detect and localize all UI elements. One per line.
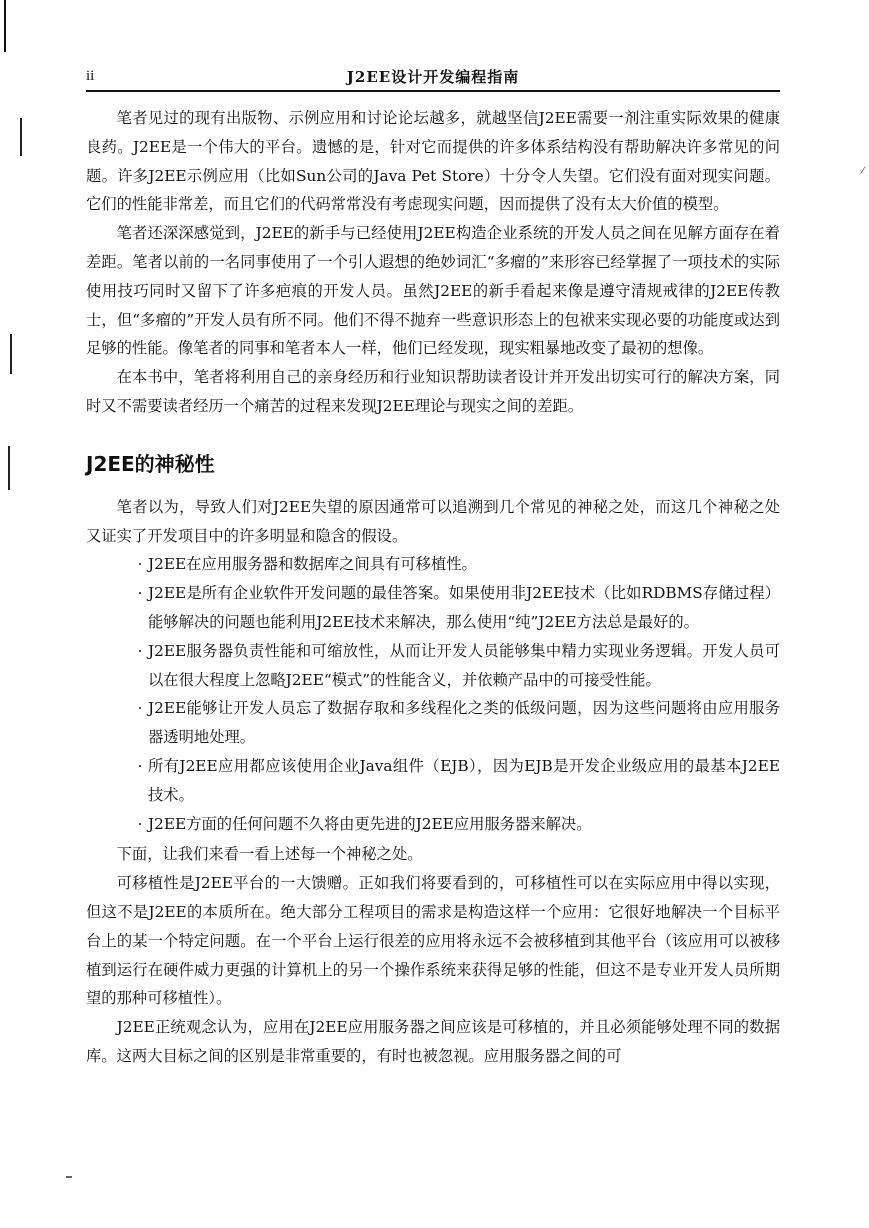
myth-list: [86, 550, 780, 838]
paragraph: 笔者还深深感觉到，J2EE的新手与已经使用J2EE构造企业系统的开发人员之间在见解方面存在着差距。笔者以前的一名同事使用了一个引人遐想的绝妙词汇“多瘤的”来形容已经掌握了一项技术的实际使用技巧同时又留下了许多疤痕的开发人员。虽然J2EE的新手看起来像是遵守清规戒律的J2EE传教士，但“多瘤的”开发人员有所不同。他们不得不抛弃一些意识形态上的包袱来实现必要的功能度或达到足够的性能。像笔者的同事和笔者本人一样，他们已经发现，现实粗暴地改变了最初的想像。: [86, 224, 780, 358]
list-item-text: 所有J2EE应用都应该使用企业Java组件（EJB），因为EJB是开发企业级应用的最基本J2EE技术。: [148, 756, 780, 804]
paragraph: 下面，让我们来看一看上述每一个神秘之处。: [116, 845, 423, 864]
paragraph: 在本书中，笔者将利用自己的亲身经历和行业知识帮助读者设计并开发出切实可行的解决方案，同时又不需要读者经历一个痛苦的过程来发现J2EE理论与现实之间的差距。: [86, 368, 780, 415]
list-item-text: J2EE能够让开发人员忘了数据存取和多线程化之类的低级问题，因为这些问题将由应用服务器透明地处理。: [148, 699, 780, 747]
list-item: [86, 550, 780, 579]
running-title: J2EE设计开发编程指南: [346, 68, 520, 86]
page-body: [86, 104, 780, 1071]
list-item-text: J2EE是所有企业软件开发问题的最佳答案。如果使用非J2EE技术（比如RDBMS存储过程）能够解决的问题也能利用J2EE技术来解决，那么使用“纯”J2EE方法总是最好的。: [148, 584, 780, 631]
list-item-text: J2EE服务器负责性能和可缩放性，从而让开发人员能够集中精力实现业务逻辑。开发人员可以在很大程度上忽略J2EE“模式”的性能含义，并依赖产品中的可接受性能。: [148, 641, 780, 689]
scan-speck: [66, 1176, 72, 1178]
list-item: [86, 810, 780, 839]
list-item: [86, 579, 780, 637]
paragraph: 笔者见过的现有出版物、示例应用和讨论论坛越多，就越坚信J2EE需要一剂注重实际效果的健康良药。J2EE是一个伟大的平台。遗憾的是，针对它而提供的许多体系结构没有帮助解决许多常见的问题。许多J2EE示例应用（比如Sun公司的Java Pet Store）十分令人失望。它们没有面对现实问题。它们的性能非常差，而且它们的代码常常没有考虑现实问题，因而提供了没有太大价值的模型。: [86, 109, 780, 214]
bullet-icon: ·: [137, 555, 143, 574]
list-item: [86, 752, 780, 810]
paragraph: J2EE正统观念认为，应用在J2EE应用服务器之间应该是可移植的，并且必须能够处理不同的数据库。这两大目标之间的区别是非常重要的，有时也被忽视。应用服务器之间的可: [86, 1018, 780, 1065]
bullet-icon: ·: [137, 641, 143, 660]
bullet-icon: ·: [137, 756, 143, 775]
scan-speck: ⁄: [862, 166, 864, 177]
page-number: ii: [86, 68, 95, 84]
list-item: [86, 694, 780, 752]
bullet-icon: ·: [137, 814, 143, 833]
page-binding-edge: [4, 0, 6, 52]
scan-margin-mark: [20, 118, 22, 156]
scan-margin-mark: [8, 446, 10, 490]
page-header: [86, 64, 780, 92]
bullet-icon: ·: [137, 699, 143, 718]
paragraph: 可移植性是J2EE平台的一大馈赠。正如我们将要看到的，可移植性可以在实际应用中得以实现，但这不是J2EE的本质所在。绝大部分工程项目的需求是构造这样一个应用：它很好地解决一个目标平台上的某一个特定问题。在一个平台上运行很差的应用将永远不会被移植到其他平台（该应用可以被移植到运行在硬件威力更强的计算机上的另一个操作系统来获得足够的性能，但这不是专业开发人员所期望的那种可移植性）。: [86, 874, 780, 1008]
paragraph: 笔者以为，导致人们对J2EE失望的原因通常可以追溯到几个常见的神秘之处，而这几个神秘之处又证实了开发项目中的许多明显和隐含的假设。: [86, 497, 780, 545]
list-item-text: J2EE方面的任何问题不久将由更先进的J2EE应用服务器来解决。: [148, 814, 592, 833]
scan-margin-mark: [10, 334, 12, 374]
list-item-text: J2EE在应用服务器和数据库之间具有可移植性。: [148, 555, 477, 574]
list-item: [86, 637, 780, 695]
bullet-icon: ·: [137, 584, 143, 603]
section-heading: J2EE的神秘性: [86, 451, 215, 476]
